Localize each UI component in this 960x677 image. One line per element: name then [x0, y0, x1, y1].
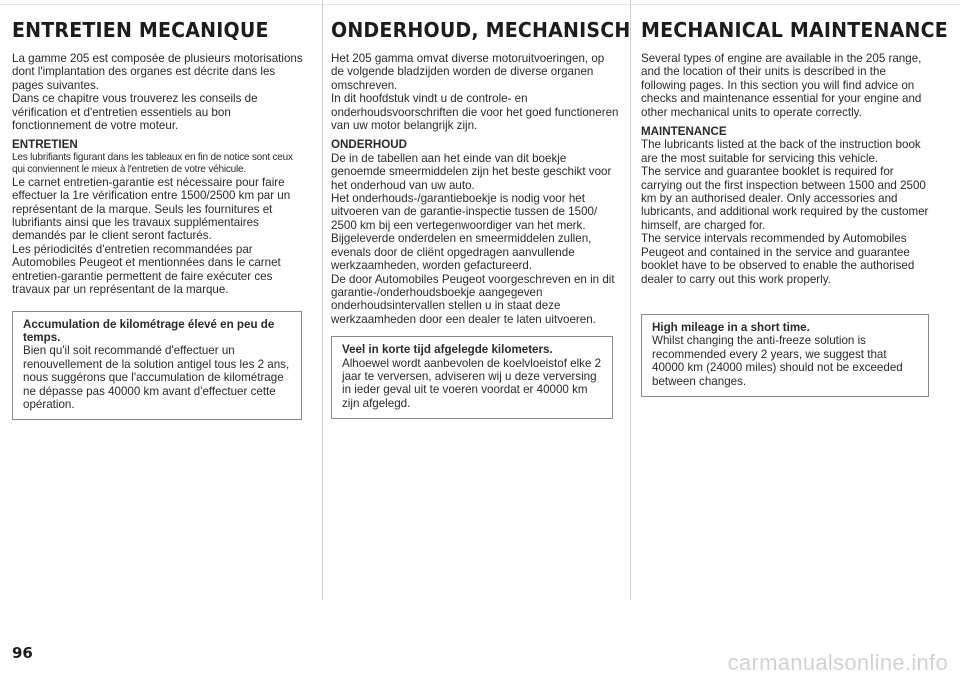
- watermark: carmanualsonline.info: [727, 650, 948, 675]
- french-intro-2: Dans ce chapitre vous trouverez les conseils de vérification et d'entretien essentiels au bon fonctionnement de votre moteur.: [12, 92, 258, 133]
- page-number: 96: [12, 644, 33, 662]
- french-note-box: [12, 311, 302, 421]
- french-body-1: Le carnet entretien-garantie est nécessaire pour faire effectuer la 1re vérification entre 1500/2500 km par un représentant de la marque. Seuls les fournitures et lubrifiants ainsi que les travaux supplémentaires demandés par le client seront facturés.: [12, 175, 291, 243]
- dutch-box-text: Alhoewel wordt aanbevolen de koelvloeistof elke 2 jaar te verversen, adviseren wij u deze verversing in ieder geval uit te voeren voordat er 40000 km zijn afgelegd.: [342, 356, 602, 410]
- english-body-3: The service intervals recommended by Automobiles Peugeot and contained in the service and guarantee booklet have to be observed to enable the authorised dealer to carry out this work properly.: [641, 232, 915, 286]
- english-box-title: High mileage in a short time.: [652, 320, 810, 334]
- french-section-note: Les lubrifiants figurant dans les tableaux en fin de notice sont ceux qui conviennent le mieux à l'entretien de votre véhicule.: [12, 151, 293, 175]
- english-title: MECHANICAL MAINTENANCE: [641, 18, 948, 42]
- dutch-body-3: De door Automobiles Peugeot voorgeschreven en in dit garantie-/onderhoudsboekje aangegeven onderhoudsintervallen stellen u in staat deze werkzaamheden door een dealer te laten uitvoeren.: [331, 272, 615, 326]
- french-intro-1: La gamme 205 est composée de plusieurs motorisations dont l'implantation des organes est décrite dans les pages suivantes.: [12, 52, 303, 92]
- french-box-text: Bien qu'il soit recommandé d'effectuer un renouvellement de la solution antigel tous les 2 ans, nous suggérons que l'accumulation de kilométrage ne dépasse pas 40000 km avant d'effectuer cette opération.: [23, 344, 290, 411]
- french-box-title: Accumulation de kilométrage élevé en peu de temps.: [23, 317, 275, 344]
- dutch-section-title: ONDERHOUD: [331, 138, 408, 152]
- dutch-body-2: Het onderhouds-/garantieboekje is nodig voor het uitvoeren van de garantie-inspectie tussen de 1500/ 2500 km bij een vertegenwoordiger van het merk. Bijgeleverde onderdelen en smeermiddelen zullen, evenals door de cliënt opgedragen aanvullende werkzaamheden, worden gefactureerd.: [331, 192, 598, 273]
- french-body-2: Les périodicités d'entretien recommandées par Automobiles Peugeot et mentionnées dans le carnet entretien-garantie permettent de faire exécuter ces travaux par un représentant de la marque.: [12, 242, 281, 297]
- column-dutch: [322, 0, 631, 600]
- dutch-title: ONDERHOUD, MECHANISCH: [331, 18, 631, 42]
- dutch-note-box: [331, 336, 613, 419]
- dutch-box-title: Veel in korte tijd afgelegde kilometers.: [342, 343, 553, 357]
- french-section-title: ENTRETIEN: [12, 138, 78, 152]
- english-box-text: Whilst changing the anti-freeze solution is recommended every 2 years, we suggest that 40000 km (24000 miles) should not be exceeded between changes.: [652, 334, 903, 388]
- english-body-2: The service and guarantee booklet is required for carrying out the first inspection between 1500 and 2500 km by an authorised dealer. Only accessories and lubricants, and additional work required by the customer himself, are charged for.: [641, 165, 929, 232]
- english-body-1: The lubricants listed at the back of the instruction book are the most suitable for servicing this vehicle.: [641, 138, 921, 165]
- dutch-intro-1: Het 205 gamma omvat diverse motoruitvoeringen, op de volgende bladzijden worden de diverse organen omschreven.: [331, 52, 605, 92]
- english-intro: Several types of engine are available in the 205 range, and the location of their units is described in the following pages. In this section you will find advice on checks and maintenance essential for your engine and other mechanical units to operate correctly.: [641, 52, 922, 119]
- column-french: [12, 0, 308, 420]
- column-english: [630, 0, 948, 600]
- french-title: ENTRETIEN MECANIQUE: [12, 18, 269, 42]
- english-note-box: [641, 314, 929, 397]
- dutch-body-1: De in de tabellen aan het einde van dit boekje genoemde smeermiddelen zijn het beste geschikt voor het onderhoud van uw auto.: [331, 151, 612, 192]
- english-section-title: MAINTENANCE: [641, 125, 727, 139]
- dutch-intro-2: In dit hoofdstuk vindt u de controle- en onderhoudsvoorschriften die voor het goed functioneren van uw motor belangrijk zijn.: [331, 92, 619, 133]
